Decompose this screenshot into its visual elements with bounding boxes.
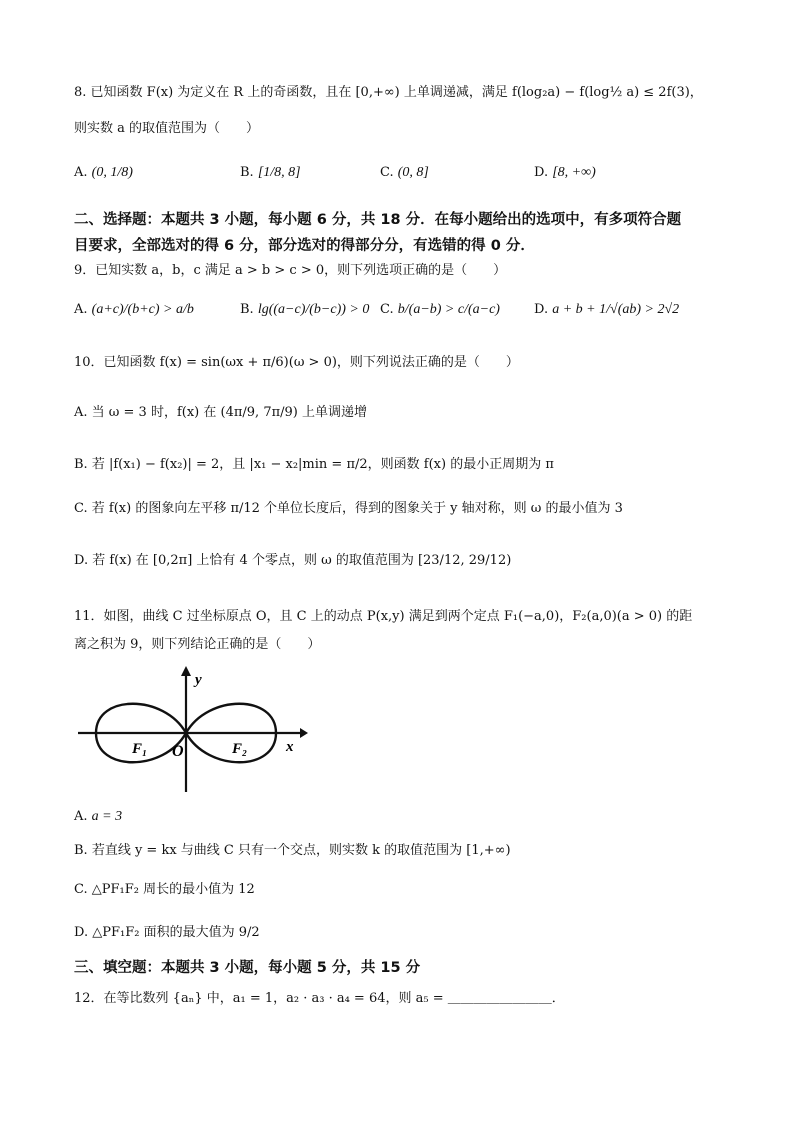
section-2-header-line2: 目要求，全部选对的得 6 分，部分选对的得部分分，有选错的得 0 分．	[74, 238, 535, 254]
figure-f2-label: F₂	[232, 741, 248, 757]
q10-option-b: B. 若 |f(x₁) − f(x₂)| = 2，且 |x₁ − x₂|min = π/2，则函数 f(x) 的最小正周期为 π	[74, 457, 554, 472]
q11-option-c: C. △PF₁F₂ 周长的最小值为 12	[74, 882, 255, 897]
lemniscate-figure	[74, 664, 310, 796]
figure-y-label: y	[195, 672, 202, 688]
q8-option-c: C. (0, 8]	[380, 165, 429, 180]
q9-stem: 9．已知实数 a，b，c 满足 a > b > c > 0，则下列选项正确的是（ ）	[74, 263, 507, 278]
q11-stem-line2: 离之积为 9，则下列结论正确的是（ ）	[74, 637, 321, 652]
q9-option-d: D. a + b + 1/√(ab) > 2√2	[534, 302, 680, 317]
figure-origin-label: O	[172, 743, 184, 760]
q11-option-b: B. 若直线 y = kx 与曲线 C 只有一个交点，则实数 k 的取值范围为 [1,+∞)	[74, 843, 511, 858]
q10-stem: 10．已知函数 f(x) = sin(ωx + π/6)(ω > 0)，则下列说法正确的是（ ）	[74, 355, 519, 370]
q8-option-d: D. [8, +∞)	[534, 165, 596, 180]
q8-option-a: A. (0, 1/8)	[74, 165, 133, 180]
q9-option-b: B. lg((a−c)/(b−c)) > 0	[240, 302, 370, 317]
q12-stem: 12．在等比数列 {aₙ} 中，a₁ = 1，a₂ · a₃ · a₄ = 64，则 a₅ = ＿＿＿＿＿＿＿＿．	[74, 991, 565, 1006]
q8-stem-line2: 则实数 a 的取值范围为（ ）	[74, 121, 260, 136]
q9-option-c: C. b/(a−b) > c/(a−c)	[380, 302, 500, 317]
figure-f1-label: F₁	[132, 741, 148, 757]
section-2-header-line1: 二、选择题：本题共 3 小题，每小题 6 分，共 18 分．在每小题给出的选项中，有多项符合题	[74, 212, 682, 228]
figure-x-label: x	[286, 739, 294, 755]
q9-option-a: A. (a+c)/(b+c) > a/b	[74, 302, 194, 317]
q8-stem-line1: 8. 已知函数 F(x) 为定义在 R 上的奇函数，且在 [0,+∞) 上单调递减，满足 f(log₂a) − f(log½ a) ≤ 2f(3)，	[74, 85, 703, 100]
q11-stem-line1: 11．如图，曲线 C 过坐标原点 O，且 C 上的动点 P(x,y) 满足到两个定点 F₁(−a,0)，F₂(a,0)(a > 0) 的距	[74, 609, 693, 624]
section-3-header: 三、填空题：本题共 3 小题，每小题 5 分，共 15 分	[74, 960, 421, 976]
q8-option-b: B. [1/8, 8]	[240, 165, 301, 180]
q10-option-a: A. 当 ω = 3 时，f(x) 在 (4π/9, 7π/9) 上单调递增	[74, 405, 367, 420]
q10-option-d: D. 若 f(x) 在 [0,2π] 上恰有 4 个零点，则 ω 的取值范围为 [23/12, 29/12)	[74, 553, 512, 568]
q11-option-d: D. △PF₁F₂ 面积的最大值为 9/2	[74, 925, 260, 940]
q11-option-a: A. a = 3	[74, 809, 123, 824]
q10-option-c: C. 若 f(x) 的图象向左平移 π/12 个单位长度后，得到的图象关于 y 轴对称，则 ω 的最小值为 3	[74, 501, 623, 516]
